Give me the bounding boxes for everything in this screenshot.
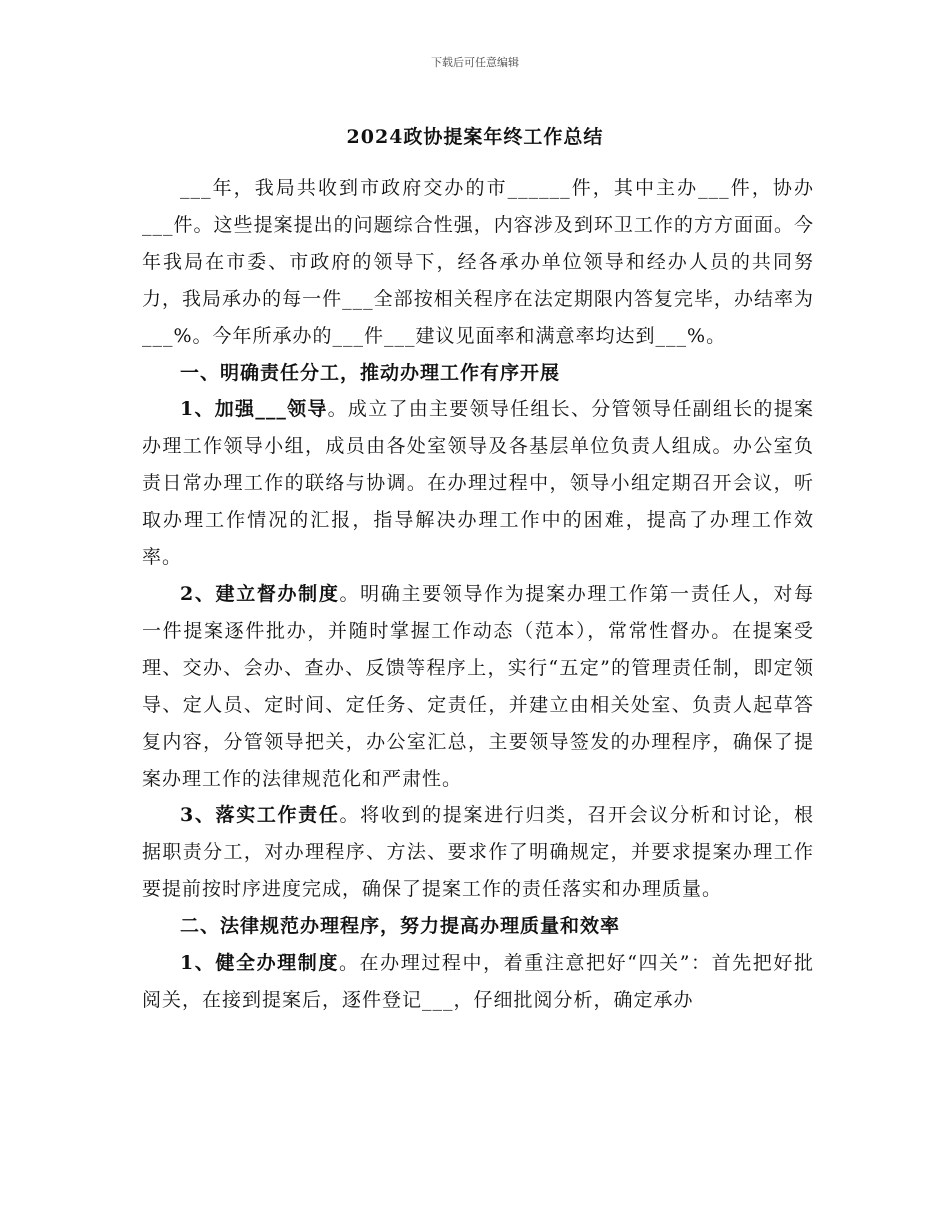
- item-lead: 1、加强___领导: [180, 398, 328, 421]
- section-1-item-2: [142, 576, 814, 797]
- item-text: 。成立了由主要领导任组长、分管领导任副组长的提案办理工作领导小组，成员由各处室领导及各基层单位负责人组成。办公室负责日常办理工作的联络与协调。在办理过程中，领导小组定期召开会议，听取办理工作情况的汇报，指导解决办理工作中的困难，提高了办理工作效率。: [142, 398, 814, 569]
- intro-paragraph: ___年，我局共收到市政府交办的市______件，其中主办___件，协办___件。这些提案提出的问题综合性强，内容涉及到环卫工作的方方面面。今年我局在市委、市政府的领导下，经各承办单位领导和经办人员的共同努力，我局承办的每一件___全部按相关程序在法定期限内答复完毕，办结率为___%。今年所承办的___件___建议见面率和满意率均达到___%。: [142, 177, 814, 347]
- item-text: 。将收到的提案进行归类，召开会议分析和讨论，根据职责分工，对办理程序、方法、要求作了明确规定，并要求提案办理工作要提前按时序进度完成，确保了提案工作的责任落实和办理质量。: [142, 804, 814, 901]
- document-body: [142, 170, 814, 1019]
- item-lead: 1、健全办理制度: [180, 952, 339, 975]
- section-2-item-1: [142, 945, 814, 1019]
- section-1-heading: 一、明确责任分工，推动办理工作有序开展: [180, 361, 561, 384]
- page-title: 2024政协提案年终工作总结: [346, 126, 604, 148]
- section-1-item-1: [142, 391, 814, 576]
- header-note: 下载后可任意编辑: [431, 56, 519, 69]
- item-lead: 2、建立督办制度: [180, 582, 340, 605]
- item-text: 。在办理过程中，着重注意把好“四关”：首先把好批阅关，在接到提案后，逐件登记___，仔细批阅分析，确定承办: [142, 952, 814, 1011]
- section-2-heading: 二、法律规范办理程序，努力提高办理质量和效率: [180, 915, 621, 938]
- item-lead: 3、落实工作责任: [180, 804, 340, 827]
- item-text: 。明确主要领导作为提案办理工作第一责任人，对每一件提案逐件批办，并随时掌握工作动态（范本），常常性督办。在提案受理、交办、会办、查办、反馈等程序上，实行“五定”的管理责任制，即定领导、定人员、定时间、定任务、定责任，并建立由相关处室、负责人起草答复内容，分管领导把关，办公室汇总，主要领导签发的办理程序，确保了提案办理工作的法律规范化和严肃性。: [142, 582, 814, 790]
- section-1-item-3: [142, 797, 814, 908]
